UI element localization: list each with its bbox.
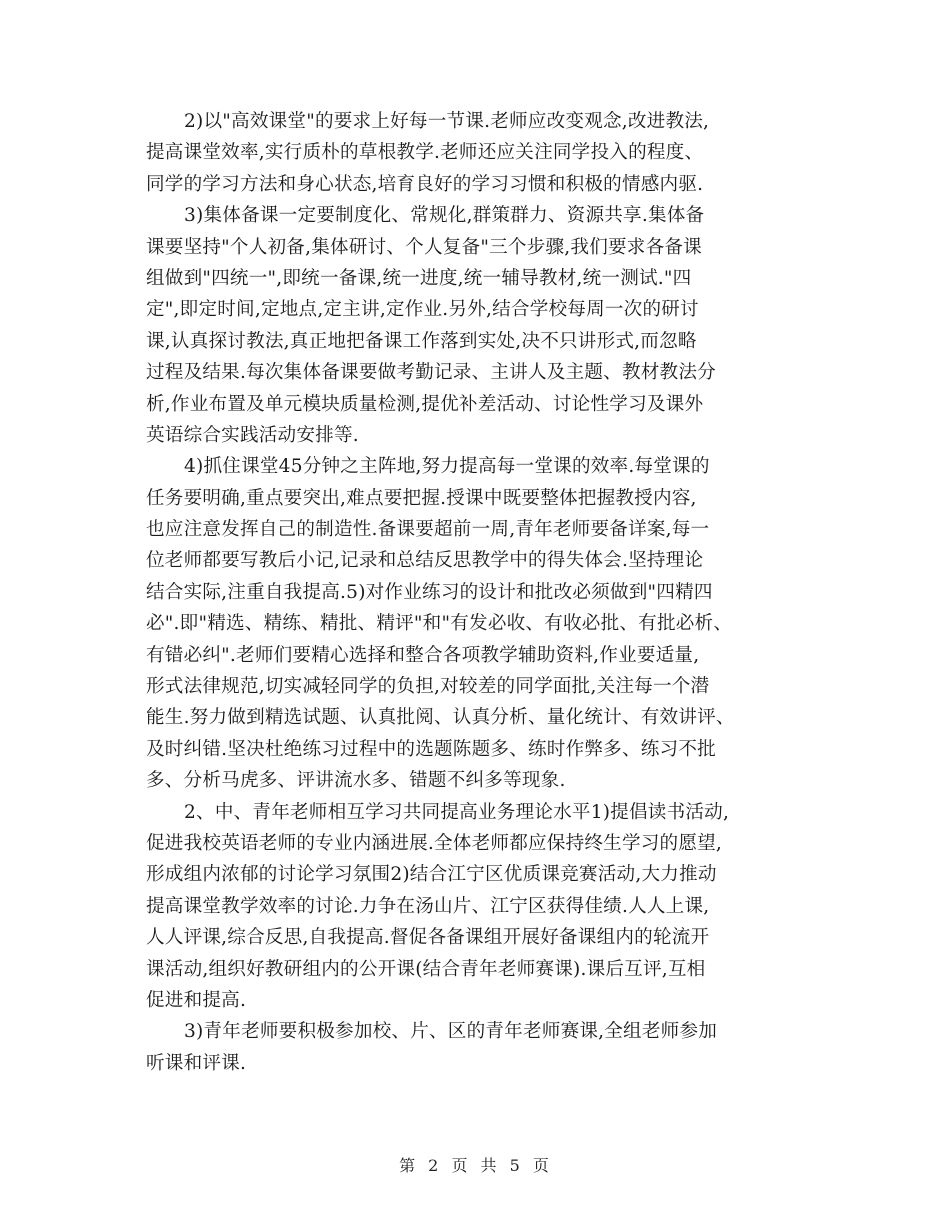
paragraph-classroom-45-minutes (146, 451, 810, 796)
text-line: 位老师都要写教后小记,记录和总结反思教学中的得失体会.坚持理论 (146, 550, 704, 572)
text-line: 3)集体备课一定要制度化、常规化,群策群力、资源共享.集体备 (184, 205, 705, 227)
text-line: 也应注意发挥自己的制造性.备课要超前一周,青年老师要备详案,每一 (146, 519, 710, 541)
text-line: 2、中、青年老师相互学习共同提高业务理论水平1)提倡读书活动, (184, 801, 730, 823)
text-line: 人人评课,综合反思,自我提高.督促各备课组开展好备课组内的轮流开 (146, 927, 710, 949)
text-line: 促进和提高. (146, 989, 247, 1011)
text-line: 结合实际,注重自我提高.5)对作业练习的设计和批改必须做到"四精四 (146, 581, 713, 603)
page-number-footer: 第 2 页 共 5 页 (399, 1156, 551, 1175)
text-line: 任务要明确,重点要突出,难点要把握.授课中既要整体把握教授内容, (146, 487, 697, 509)
document-body (146, 106, 810, 1079)
text-line: 英语综合实践活动安排等. (146, 424, 359, 446)
text-line: 组做到"四统一",即统一备课,统一进度,统一辅导教材,统一测试."四 (146, 267, 692, 289)
text-line: 过程及结果.每次集体备课要做考勤记录、主讲人及主题、教材教法分 (146, 362, 716, 384)
text-line: 定",即定时间,定地点,定主讲,定作业.另外,结合学校每周一次的研讨 (146, 299, 699, 321)
text-line: 能生.努力做到精选试题、认真批阅、认真分析、量化统计、有效讲评、 (146, 707, 735, 729)
paragraph-collective-lesson-prep (146, 200, 810, 451)
text-line: 课,认真探讨教法,真正地把备课工作落到实处,决不只讲形式,而忽略 (146, 330, 697, 352)
paragraph-efficient-classroom (146, 106, 810, 200)
text-line: 听课和评课. (146, 1052, 247, 1074)
text-line: 必".即"精选、精练、精批、精评"和"有发必收、有收必批、有批必析、 (146, 613, 733, 635)
paragraph-teacher-mutual-learning (146, 797, 810, 1017)
text-line: 同学的学习方法和身心状态,培育良好的学习习惯和积极的情感内驱. (146, 173, 704, 195)
text-line: 4)抓住课堂45分钟之主阵地,努力提高每一堂课的效率.每堂课的 (184, 456, 710, 478)
text-line: 2)以"高效课堂"的要求上好每一节课.老师应改变观念,改进教法, (184, 111, 710, 132)
text-line: 形成组内浓郁的讨论学习氛围2)结合江宁区优质课竞赛活动,大力推动 (146, 864, 717, 886)
text-line: 析,作业布置及单元模块质量检测,提优补差活动、讨论性学习及课外 (146, 393, 704, 415)
text-line: 形式法律规范,切实减轻同学的负担,对较差的同学面批,关注每一个潜 (146, 676, 710, 698)
text-line: 课活动,组织好教研组内的公开课(结合青年老师赛课).课后互评,互相 (146, 958, 706, 980)
text-line: 3)青年老师要积极参加校、片、区的青年老师赛课,全组老师参加 (184, 1021, 718, 1043)
text-line: 提高课堂教学效率的讨论.力争在汤山片、江宁区获得佳绩.人人上课, (146, 895, 710, 917)
text-line: 促进我校英语老师的专业内涵进展.全体老师都应保持终生学习的愿望, (146, 832, 723, 854)
text-line: 提高课堂效率,实行质朴的草根教学.老师还应关注同学投入的程度、 (146, 142, 704, 164)
text-line: 有错必纠".老师们要精心选择和整合各项教学辅助资料,作业要适量, (146, 644, 700, 666)
text-line: 及时纠错.坚决杜绝练习过程中的选题陈题多、练时作弊多、练习不批 (146, 738, 716, 760)
paragraph-young-teacher-contest (146, 1016, 810, 1079)
text-line: 课要坚持"个人初备,集体研讨、个人复备"三个步骤,我们要求各备课 (146, 236, 702, 258)
text-line: 多、分析马虎多、评讲流水多、错题不纠多等现象. (146, 770, 566, 792)
